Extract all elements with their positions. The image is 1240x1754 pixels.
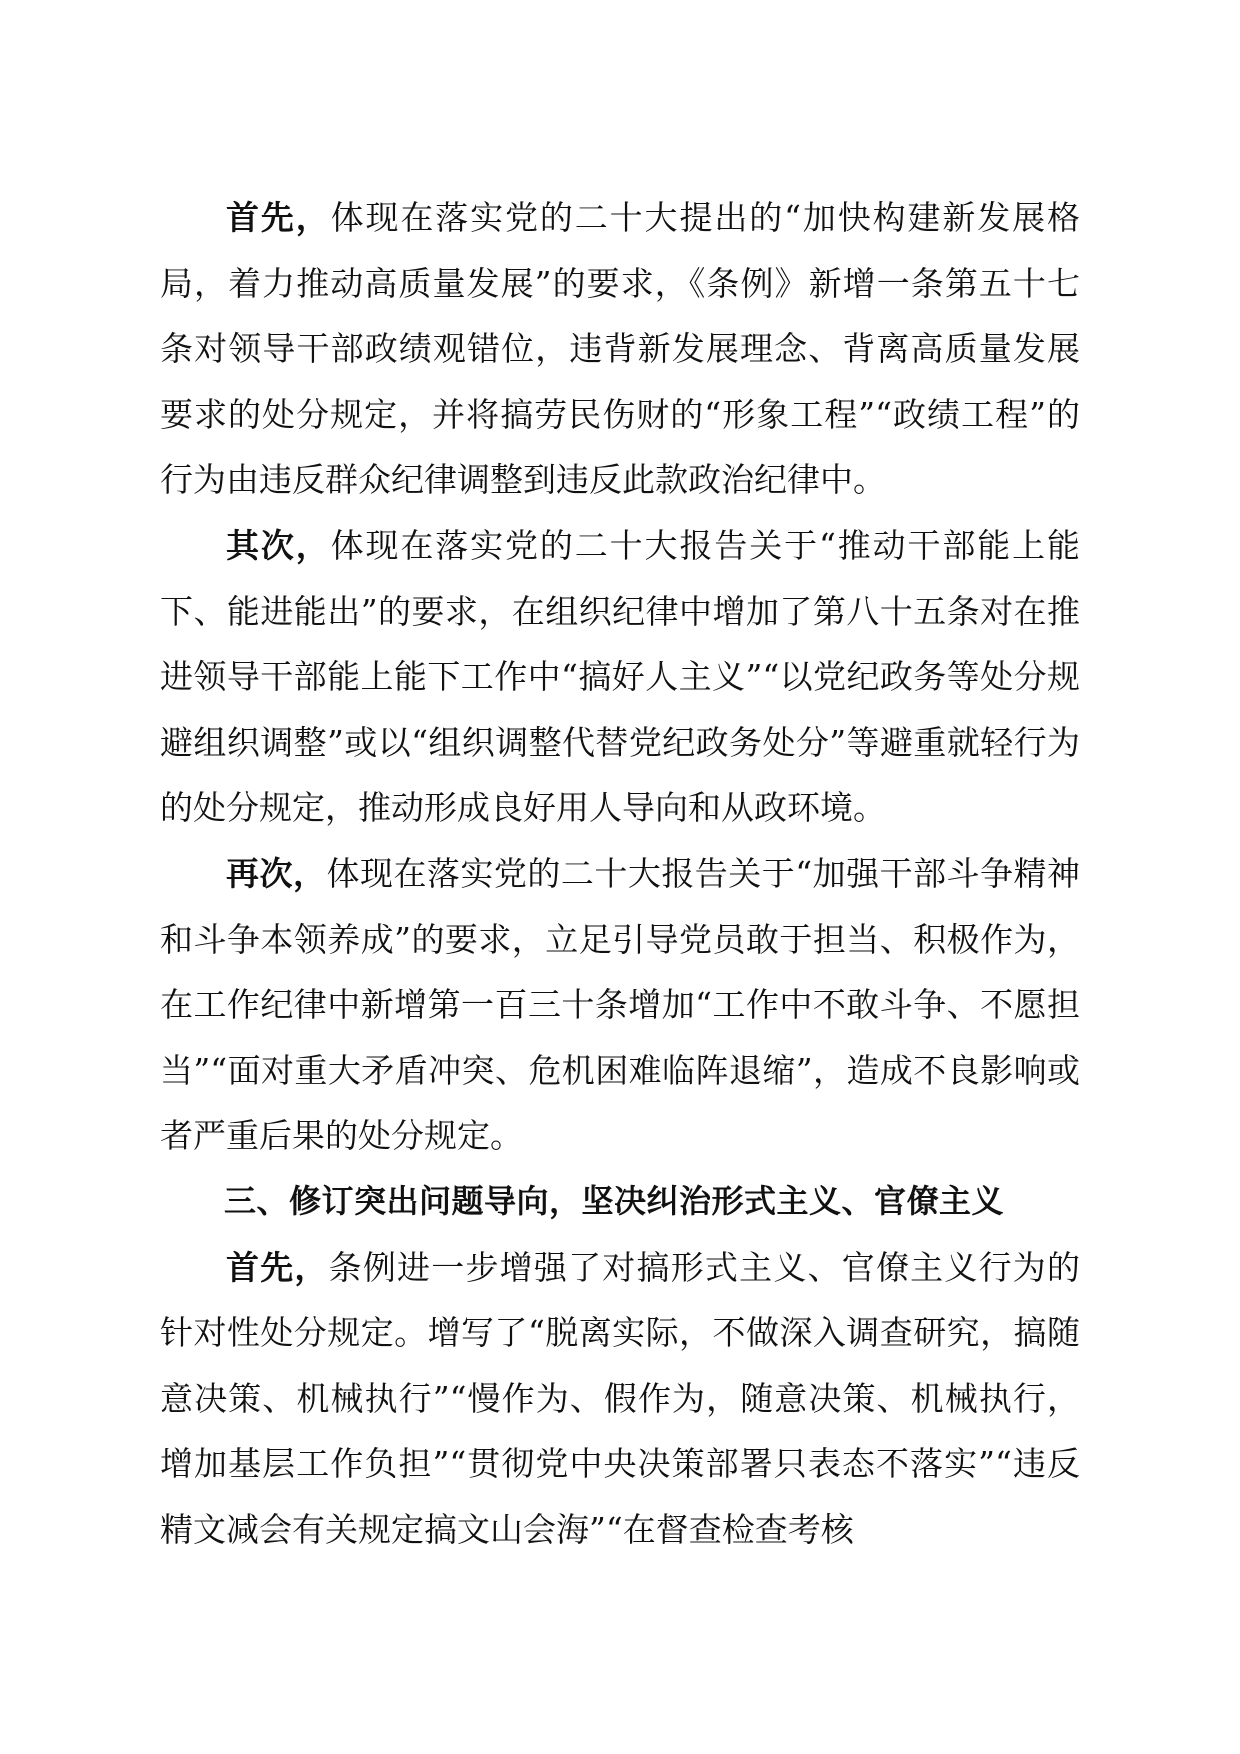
section-heading: 三、修订突出问题导向，坚决纠治形式主义、官僚主义 [224,1181,1005,1220]
paragraph-text: 体现在落实党的二十大报告关于“推动干部能上能下、能进能出”的要求，在组织纪律中增加了第八十五条对在推进领导干部能上能下工作中“搞好人主义”“以党纪政务等处分规避组织调整”或以“组织调整代替党纪政务处分”等避重就轻行为的处分规定，推动形成良好用人导向和从政环境。 [160,525,1080,828]
paragraph-lead: 首先， [226,1247,329,1287]
paragraph-lead: 再次， [226,853,327,893]
paragraph-section-first [160,1235,1080,1563]
paragraph-second [160,513,1080,841]
paragraph-lead: 首先， [226,198,331,237]
paragraph-third [160,841,1080,1169]
paragraph-first [160,185,1080,513]
paragraph-lead: 其次， [226,525,331,565]
paragraph-text: 体现在落实党的二十大报告关于“加强干部斗争精神和斗争本领养成”的要求，立足引导党员敢于担当、积极作为，在工作纪律中新增第一百三十条增加“工作中不敢斗争、不愿担当”“面对重大矛盾冲突、危机困难临阵退缩”，造成不良影响或者严重后果的处分规定。 [160,853,1081,1156]
paragraph-text: 体现在落实党的二十大提出的“加快构建新发展格局，着力推动高质量发展”的要求，《条例》新增一条第五十七条对领导干部政绩观错位，违背新发展理念、背离高质量发展要求的处分规定，并将搞劳民伤财的“形象工程”“政绩工程”的行为由违反群众纪律调整到违反此款政治纪律中。 [160,198,1080,500]
paragraph-text: 条例进一步增强了对搞形式主义、官僚主义行为的针对性处分规定。增写了“脱离实际，不做深入调查研究，搞随意决策、机械执行”“慢作为、假作为，随意决策、机械执行，增加基层工作负担”“贯彻党中央决策部署只表态不落实”“违反精文减会有关规定搞文山会海”“在督查检查考核 [160,1247,1080,1549]
document-page [160,185,1080,1562]
